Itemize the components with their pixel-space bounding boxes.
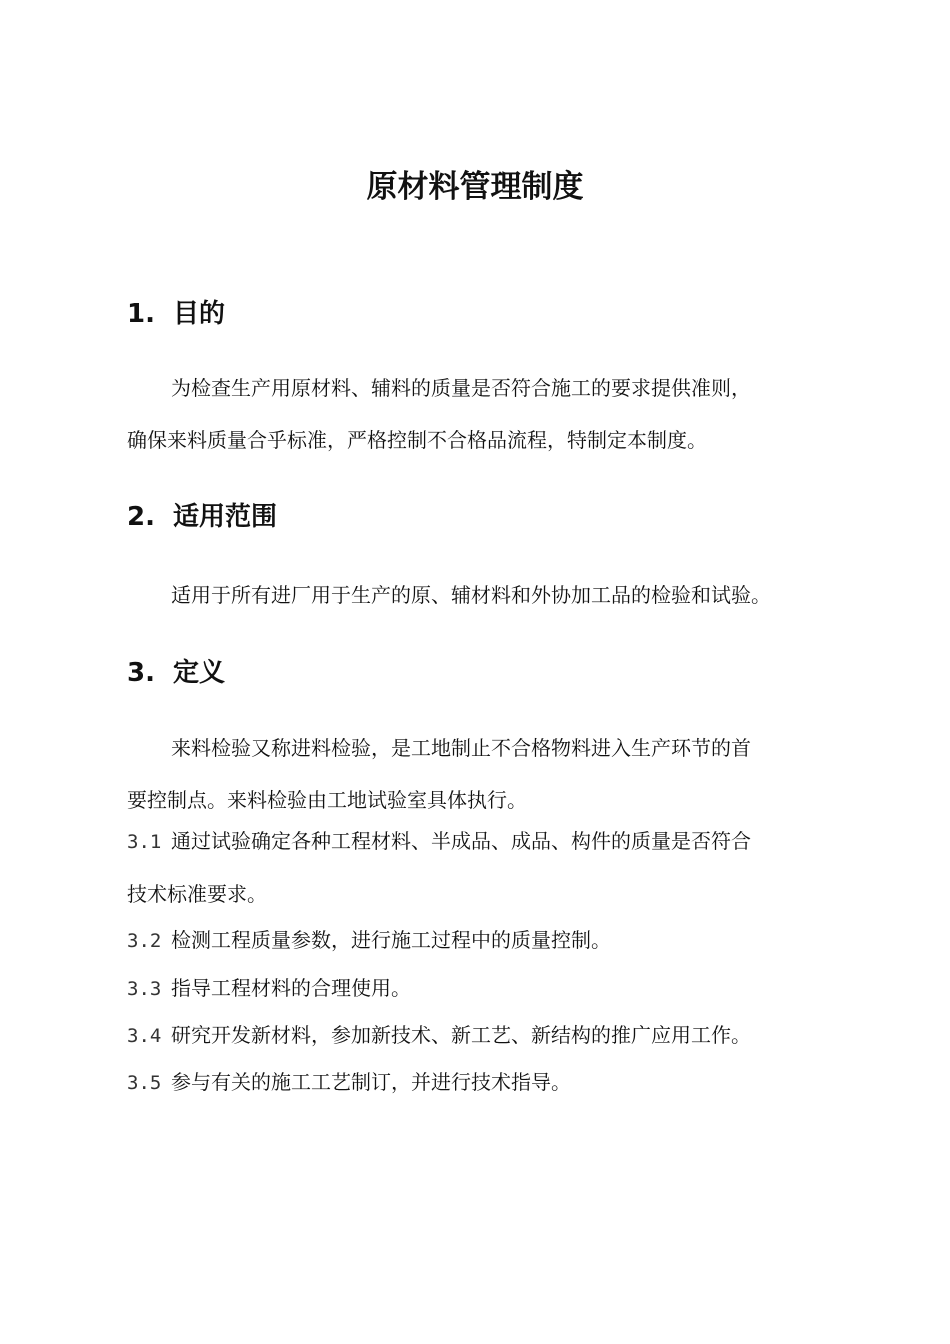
list-item-3-4-number: 3.4	[127, 1025, 162, 1047]
section-1-number: 1.	[127, 299, 155, 329]
section-1-title: 目的	[173, 299, 226, 329]
list-item-3-1-continuation: 技术标准要求。	[127, 882, 267, 906]
list-item-3-1	[127, 826, 751, 857]
section-2-heading	[127, 497, 277, 537]
list-item-3-2-text: 检测工程质量参数，进行施工过程中的质量控制。	[171, 928, 611, 952]
section-2-paragraph-line-1: 适用于所有进厂用于生产的原、辅材料和外协加工品的检验和试验。	[171, 583, 771, 607]
section-1-heading	[127, 294, 225, 334]
section-3-title: 定义	[173, 658, 226, 688]
list-item-3-5-number: 3.5	[127, 1072, 162, 1094]
section-2-number: 2.	[127, 502, 155, 532]
list-item-3-4-text: 研究开发新材料，参加新技术、新工艺、新结构的推广应用工作。	[171, 1023, 751, 1047]
section-3-paragraph-line-2: 要控制点。来料检验由工地试验室具体执行。	[127, 788, 527, 812]
list-item-3-5-text: 参与有关的施工工艺制订，并进行技术指导。	[171, 1070, 571, 1094]
section-3-heading	[127, 653, 225, 693]
list-item-3-2	[127, 925, 611, 956]
section-1-paragraph-line-1: 为检查生产用原材料、辅料的质量是否符合施工的要求提供准则，	[171, 376, 751, 400]
list-item-3-1-number: 3.1	[127, 831, 162, 853]
list-item-3-3-number: 3.3	[127, 978, 162, 1000]
section-3-paragraph-line-1: 来料检验又称进料检验，是工地制止不合格物料进入生产环节的首	[171, 736, 751, 760]
list-item-3-4	[127, 1020, 751, 1051]
document-title: 原材料管理制度	[366, 169, 584, 205]
list-item-3-1-text: 通过试验确定各种工程材料、半成品、成品、构件的质量是否符合	[171, 829, 751, 853]
section-3-number: 3.	[127, 658, 155, 688]
list-item-3-2-number: 3.2	[127, 930, 162, 952]
list-item-3-3-text: 指导工程材料的合理使用。	[171, 976, 411, 1000]
section-1-paragraph-line-2: 确保来料质量合乎标准，严格控制不合格品流程，特制定本制度。	[127, 428, 707, 452]
list-item-3-5	[127, 1067, 571, 1098]
list-item-3-3	[127, 973, 411, 1004]
section-2-title: 适用范围	[173, 502, 278, 532]
